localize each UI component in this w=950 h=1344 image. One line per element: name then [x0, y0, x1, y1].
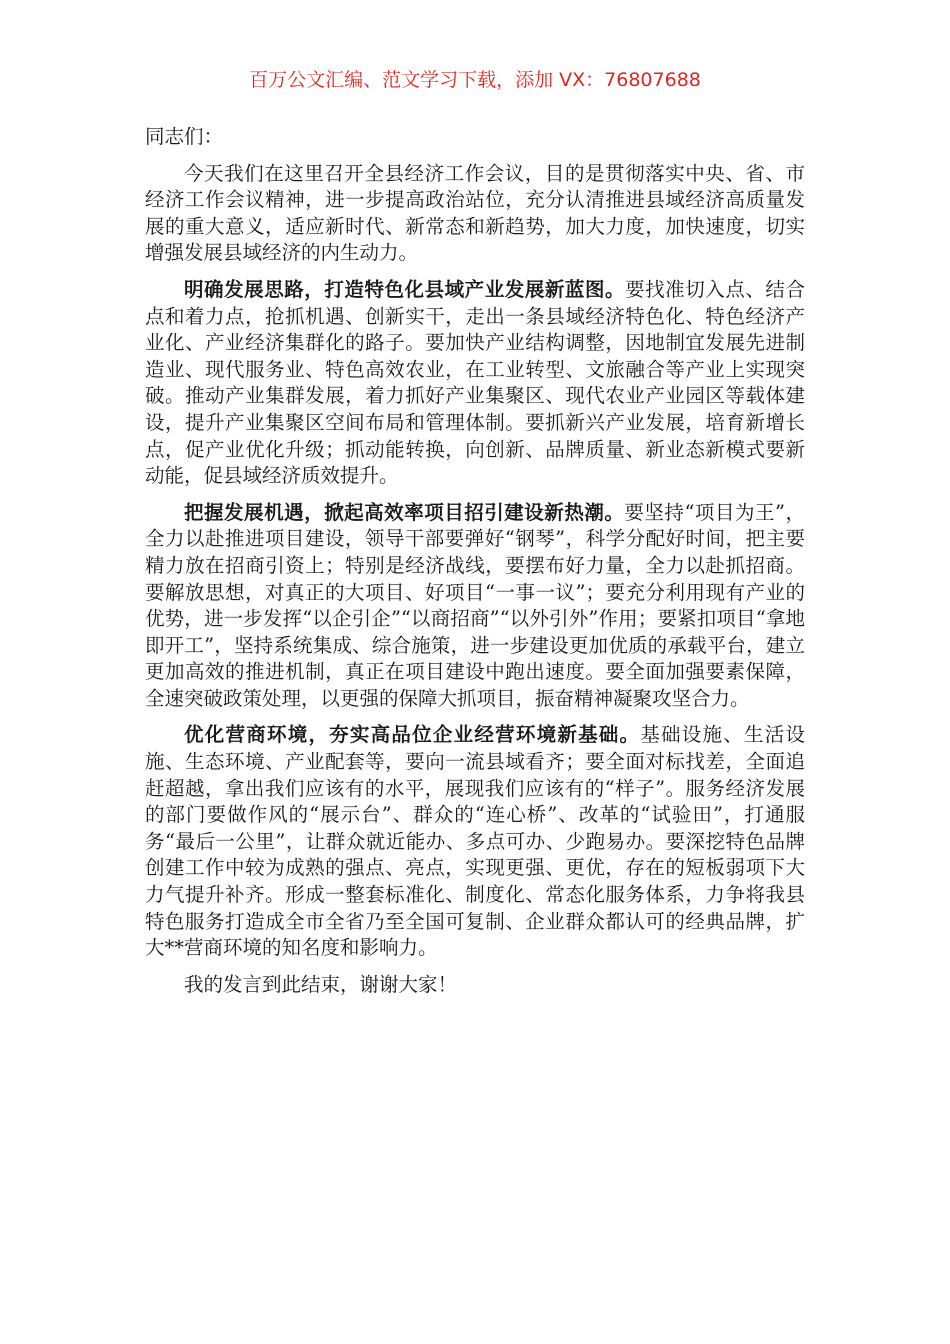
salutation: 同志们： [145, 125, 224, 148]
section-body-3: 基础设施、生活设施、生态环境、产业配套等，要向一流县域看齐；要全面对标找差，全面追赶超越，拿出我们应该有的水平，展现我们应该有的“样子”。服务经济发展的部门要做作风的“展示台”、群众的“连心桥”、改革的“试验田”，打通服务“最后一公里”，让群众就近能办、多点可办、少跑易办。要深挖特色品牌创建工作中较为成熟的强点、亮点，实现更强、更优，存在的短板弱项下大力气提升补齐。形成一整套标准化、制度化、常态化服务体系，力争将我县特色服务打造成全市全省乃至全国可复制、企业群众都认可的经典品牌，扩大**营商环境的知名度和影响力。 [145, 723, 805, 960]
section-heading-2: 把握发展机遇，掀起高效率项目招引建设新热潮。 [184, 500, 625, 524]
closing-paragraph: 我的发言到此结束，谢谢大家！ [184, 972, 458, 996]
intro-paragraph: 今天我们在这里召开全县经济工作会议，目的是贯彻落实中央、省、市经济工作会议精神，进一步提高政治站位，充分认清推进县域经济高质量发展的重大意义，适应新时代、新常态和新趋势，加大力度，加快速度，切实增强发展县域经济的内生动力。 [145, 161, 805, 265]
section-paragraph-3 [145, 722, 805, 961]
section-body-1: 要找准切入点、结合点和着力点，抢抓机遇、创新实干，走出一条县域经济特色化、特色经济产业化、产业经济集群化的路子。要加快产业结构调整，因地制宜发展先进制造业、现代服务业、特色高效农业，在工业转型、文旅融合等产业上实现突破。推动产业集群发展，着力抓好产业集聚区、现代农业产业园区等载体建设，提升产业集聚区空间布局和管理体制。要抓新兴产业发展，培育新增长点，促产业优化升级；抓动能转换，向创新、品牌质量、新业态新模式要新动能，促县域经济质效提升。 [145, 277, 805, 488]
section-paragraph-2 [145, 500, 805, 713]
section-paragraph-1 [145, 277, 805, 490]
document-body [145, 124, 805, 1008]
header-banner: 百万公文汇编、范文学习下载，添加 VX：76807688 [249, 69, 701, 91]
section-body-2: 要坚持“项目为王”，全力以赴推进项目建设，领导干部要弹好“钢琴”，科学分配好时间，把主要精力放在招商引资上；特别是经济战线，要摆布好力量，全力以赴抓招商。要解放思想，对真正的大项目、好项目“一事一议”；要充分利用现有产业的优势，进一步发挥“以企引企”“以商招商”“以外引外”作用；要紧扣项目“拿地即开工”，坚持系统集成、综合施策，进一步建设更加优质的承载平台，建立更加高效的推进机制，真正在项目建设中跑出速度。要全面加强要素保障，全速突破政策处理，以更强的保障大抓项目，振奋精神凝聚攻坚合力。 [145, 500, 805, 710]
section-heading-3: 优化营商环境，夯实高品位企业经营环境新基础。 [184, 723, 641, 747]
section-heading-1: 明确发展思路，打造特色化县域产业发展新蓝图。 [184, 277, 626, 301]
